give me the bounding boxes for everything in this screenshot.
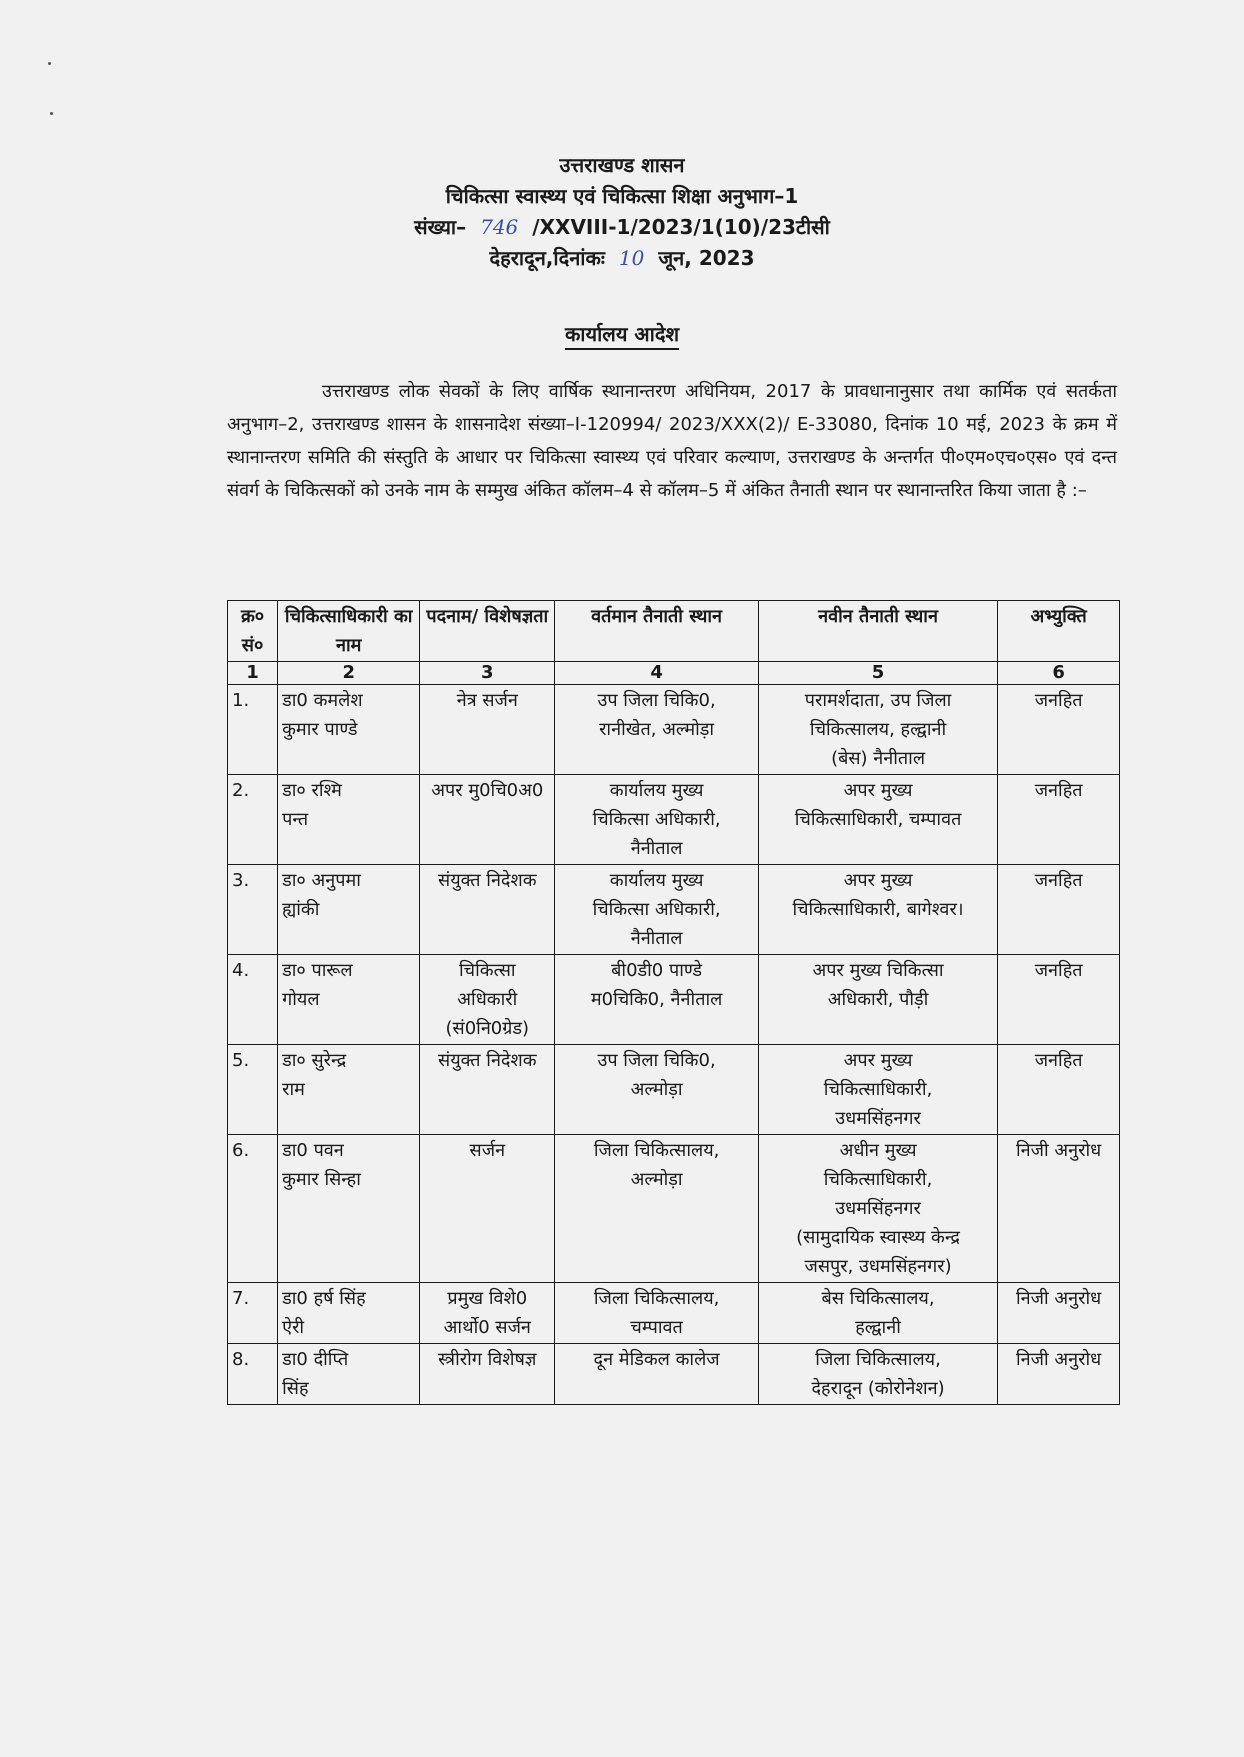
designation: सर्जन	[469, 1140, 506, 1161]
current-posting-cell	[555, 1045, 759, 1135]
current-posting-cell	[555, 865, 759, 955]
column-number: 5	[758, 662, 997, 685]
current-posting: जिला चिकित्सालय, चम्पावत	[593, 1288, 720, 1338]
remarks: जनहित	[1034, 690, 1083, 711]
new-posting-cell	[758, 1283, 997, 1344]
table-header-row	[228, 601, 1120, 662]
current-posting: उप जिला चिकि0, अल्मोड़ा	[597, 1050, 716, 1100]
new-posting: अधीन मुख्य चिकित्साधिकारी, उधमसिंहनगर (सामुदायिक स्वास्थ्य केन्द्र जसपुर, उधमसिंहनगर)	[796, 1140, 960, 1277]
row-serial-number: 6.	[232, 1140, 250, 1161]
remarks-cell	[998, 1283, 1120, 1344]
date-suffix: जून, 2023	[658, 246, 755, 270]
table-row	[228, 1344, 1120, 1405]
order-number-prefix: संख्या–	[414, 215, 467, 239]
current-posting-cell	[555, 775, 759, 865]
row-serial-number: 2.	[232, 780, 250, 801]
current-posting-cell	[555, 955, 759, 1045]
new-posting: अपर मुख्य चिकित्साधिकारी, उधमसिंहनगर	[823, 1050, 933, 1129]
designation: संयुक्त निदेशक	[438, 1050, 537, 1071]
designation: स्त्रीरोग विशेषज्ञ	[438, 1349, 537, 1370]
doctor-name-cell	[278, 1045, 420, 1135]
new-posting-cell	[758, 685, 997, 775]
doctor-name: डा0 दीप्ति सिंह	[282, 1349, 349, 1399]
header-sn: क्र० सं०	[228, 601, 278, 662]
row-serial-number: 3.	[232, 870, 250, 891]
government-name: उत्तराखण्ड शासन	[559, 153, 685, 177]
row-serial-number-cell	[228, 685, 278, 775]
new-posting: अपर मुख्य चिकित्साधिकारी, बागेश्वर।	[792, 870, 964, 920]
row-serial-number: 8.	[232, 1349, 250, 1370]
office-order-title: कार्यालय आदेश	[565, 322, 679, 350]
header-remarks: अभ्युक्ति	[998, 601, 1120, 662]
designation: संयुक्त निदेशक	[438, 870, 537, 891]
new-posting-cell	[758, 775, 997, 865]
scan-speck	[50, 112, 53, 115]
document-header	[0, 150, 1244, 274]
transfer-table	[227, 600, 1120, 1405]
table-row	[228, 1045, 1120, 1135]
designation: अपर मु0चि0अ0	[431, 780, 544, 801]
new-posting-cell	[758, 1045, 997, 1135]
header-name: चिकित्साधिकारी का नाम	[278, 601, 420, 662]
column-number: 2	[278, 662, 420, 685]
body-paragraph: उत्तराखण्ड लोक सेवकों के लिए वार्षिक स्थानान्तरण अधिनियम, 2017 के प्रावधानानुसार तथा कार्मिक एवं सतर्कता अनुभाग–2, उत्तराखण्ड शासन के शासनादेश संख्या–I-120994/ 2023/XXX(2)/ E-33080, दिनांक 10 मई, 2023 के क्रम में स्थानान्तरण समिति की संस्तुति के आधार पर चिकित्सा स्वास्थ्य एवं परिवार कल्याण, उत्तराखण्ड के अन्तर्गत पी०एम०एच०एस० एवं दन्त संवर्ग के चिकित्सकों को उनके नाम के सम्मुख अंकित कॉलम–4 से कॉलम–5 में अंकित तैनाती स्थान पर स्थानान्तरित किया जाता है :–	[227, 381, 1117, 501]
remarks: जनहित	[1034, 1050, 1083, 1071]
designation-cell	[420, 865, 555, 955]
designation-cell	[420, 1135, 555, 1283]
doctor-name: डा० अनुपमा ह्यांकी	[282, 870, 361, 920]
designation-cell	[420, 955, 555, 1045]
doctor-name: डा0 पवन कुमार सिन्हा	[282, 1140, 361, 1190]
new-posting: अपर मुख्य चिकित्सा अधिकारी, पौड़ी	[812, 960, 944, 1010]
doctor-name-cell	[278, 1283, 420, 1344]
row-serial-number: 1.	[232, 690, 250, 711]
table-row	[228, 865, 1120, 955]
doctor-name-cell	[278, 955, 420, 1045]
current-posting: कार्यालय मुख्य चिकित्सा अधिकारी, नैनीताल	[592, 780, 721, 859]
order-number-suffix: /XXVIII-1/2023/1(10)/23टीसी	[532, 215, 830, 239]
header-new-posting: नवीन तैनाती स्थान	[758, 601, 997, 662]
doctor-name-cell	[278, 775, 420, 865]
row-serial-number-cell	[228, 1283, 278, 1344]
row-serial-number: 7.	[232, 1288, 250, 1309]
remarks: जनहित	[1034, 780, 1083, 801]
remarks-cell	[998, 1344, 1120, 1405]
current-posting-cell	[555, 1135, 759, 1283]
table-row	[228, 1135, 1120, 1283]
row-serial-number-cell	[228, 1135, 278, 1283]
doctor-name-cell	[278, 685, 420, 775]
date-handwritten: 10	[618, 246, 645, 270]
new-posting: परामर्शदाता, उप जिला चिकित्सालय, हल्द्वानी (बेस) नैनीताल	[804, 690, 952, 769]
doctor-name: डा0 हर्ष सिंह ऐरी	[282, 1288, 366, 1338]
remarks-cell	[998, 775, 1120, 865]
table-row	[228, 775, 1120, 865]
designation: नेत्र सर्जन	[456, 690, 518, 711]
remarks: जनहित	[1034, 870, 1083, 891]
order-date	[0, 243, 1244, 274]
remarks-cell	[998, 685, 1120, 775]
remarks-cell	[998, 865, 1120, 955]
current-posting: दून मेडिकल कालेज	[593, 1349, 720, 1370]
row-serial-number: 4.	[232, 960, 250, 981]
doctor-name-cell	[278, 1344, 420, 1405]
new-posting-cell	[758, 1344, 997, 1405]
remarks-cell	[998, 1135, 1120, 1283]
row-serial-number: 5.	[232, 1050, 250, 1071]
scan-speck	[48, 62, 51, 65]
designation-cell	[420, 1283, 555, 1344]
remarks-cell	[998, 955, 1120, 1045]
current-posting: कार्यालय मुख्य चिकित्सा अधिकारी, नैनीताल	[592, 870, 721, 949]
doctor-name: डा० सुरेन्द्र राम	[282, 1050, 347, 1100]
remarks-cell	[998, 1045, 1120, 1135]
header-designation: पदनाम/ विशेषज्ञता	[420, 601, 555, 662]
table-row	[228, 1283, 1120, 1344]
row-serial-number-cell	[228, 955, 278, 1045]
department-name: चिकित्सा स्वास्थ्य एवं चिकित्सा शिक्षा अनुभाग–1	[445, 184, 799, 208]
designation-cell	[420, 1344, 555, 1405]
new-posting: अपर मुख्य चिकित्साधिकारी, चम्पावत	[794, 780, 962, 830]
order-number	[0, 212, 1244, 243]
date-prefix: देहरादून,दिनांकः	[489, 246, 605, 270]
doctor-name: डा० रश्मि पन्त	[282, 780, 342, 830]
header-current-posting: वर्तमान तैनाती स्थान	[555, 601, 759, 662]
current-posting: जिला चिकित्सालय, अल्मोड़ा	[593, 1140, 720, 1190]
row-serial-number-cell	[228, 1344, 278, 1405]
designation: प्रमुख विशे0 आर्थो0 सर्जन	[443, 1288, 531, 1338]
current-posting-cell	[555, 1344, 759, 1405]
remarks: निजी अनुरोध	[1016, 1349, 1102, 1370]
new-posting-cell	[758, 1135, 997, 1283]
column-number: 4	[555, 662, 759, 685]
remarks: जनहित	[1034, 960, 1083, 981]
table-row	[228, 955, 1120, 1045]
new-posting: बेस चिकित्सालय, हल्द्वानी	[821, 1288, 935, 1338]
doctor-name-cell	[278, 1135, 420, 1283]
new-posting: जिला चिकित्सालय, देहरादून (कोरोनेशन)	[811, 1349, 945, 1399]
new-posting-cell	[758, 865, 997, 955]
current-posting: उप जिला चिकि0, रानीखेत, अल्मोड़ा	[597, 690, 716, 740]
column-number: 3	[420, 662, 555, 685]
designation-cell	[420, 685, 555, 775]
doctor-name: डा० पारूल गोयल	[282, 960, 353, 1010]
document-title	[0, 320, 1244, 347]
column-number: 6	[998, 662, 1120, 685]
column-number: 1	[228, 662, 278, 685]
current-posting: बी0डी0 पाण्डे म0चिकि0, नैनीताल	[590, 960, 723, 1010]
current-posting-cell	[555, 1283, 759, 1344]
designation-cell	[420, 775, 555, 865]
new-posting-cell	[758, 955, 997, 1045]
remarks: निजी अनुरोध	[1016, 1288, 1102, 1309]
column-number-row	[228, 662, 1120, 685]
row-serial-number-cell	[228, 1045, 278, 1135]
designation-cell	[420, 1045, 555, 1135]
remarks: निजी अनुरोध	[1016, 1140, 1102, 1161]
doctor-name-cell	[278, 865, 420, 955]
doctor-name: डा0 कमलेश कुमार पाण्डे	[282, 690, 363, 740]
order-number-handwritten: 746	[480, 215, 519, 239]
row-serial-number-cell	[228, 865, 278, 955]
current-posting-cell	[555, 685, 759, 775]
row-serial-number-cell	[228, 775, 278, 865]
designation: चिकित्सा अधिकारी (सं0नि0ग्रेड)	[445, 960, 530, 1039]
table-row	[228, 685, 1120, 775]
